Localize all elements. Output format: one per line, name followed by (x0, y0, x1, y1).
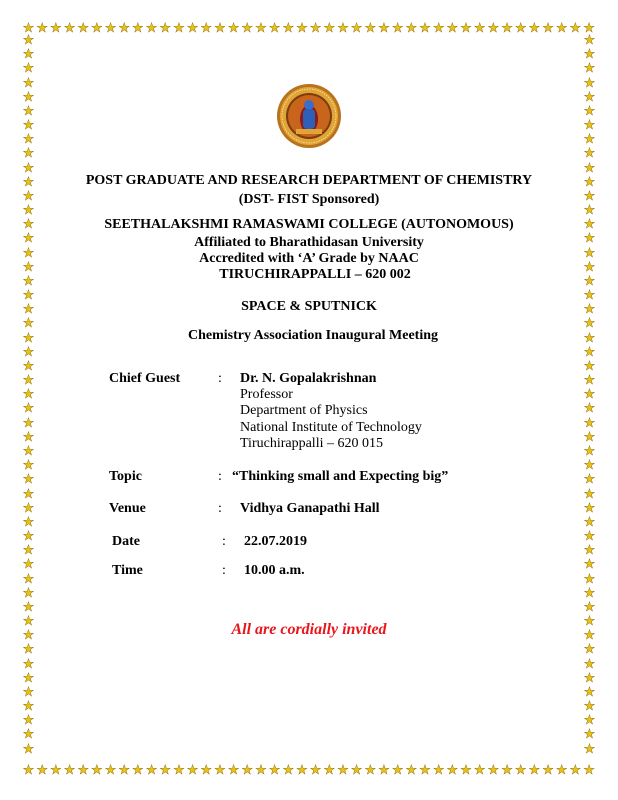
star-icon: ★ (22, 670, 35, 686)
star-icon: ★ (583, 401, 596, 417)
star-icon: ★ (241, 21, 254, 36)
star-icon: ★ (22, 514, 35, 530)
star-icon: ★ (569, 21, 582, 36)
star-icon: ★ (22, 628, 35, 644)
star-icon: ★ (296, 21, 308, 36)
star-icon: ★ (22, 316, 35, 332)
topic-colon: : (218, 469, 222, 484)
star-icon: ★ (22, 486, 35, 502)
star-icon: ★ (583, 231, 596, 247)
star-icon: ★ (583, 330, 596, 346)
accreditation-line: Accredited with ‘A’ Grade by NAAC (199, 251, 419, 266)
star-icon: ★ (186, 21, 199, 36)
star-icon: ★ (63, 21, 76, 36)
time-colon: : (222, 563, 226, 578)
star-icon: ★ (22, 47, 35, 63)
star-icon: ★ (337, 21, 349, 36)
star-icon: ★ (22, 429, 35, 445)
star-icon: ★ (583, 373, 596, 389)
star-icon: ★ (22, 642, 35, 658)
star-icon: ★ (419, 763, 431, 778)
star-icon: ★ (22, 203, 35, 219)
star-icon: ★ (583, 514, 596, 530)
star-icon: ★ (22, 259, 35, 275)
star-icon: ★ (583, 443, 596, 459)
star-icon: ★ (22, 529, 35, 545)
star-icon: ★ (22, 160, 35, 176)
star-icon: ★ (583, 118, 596, 134)
star-icon: ★ (132, 21, 144, 36)
star-icon: ★ (22, 75, 35, 91)
star-icon: ★ (22, 415, 35, 431)
star-icon: ★ (583, 699, 596, 715)
star-icon: ★ (173, 763, 185, 778)
star-icon: ★ (583, 146, 596, 162)
star-icon: ★ (22, 585, 35, 601)
star-icon: ★ (104, 763, 117, 778)
city-line: TIRUCHIRAPPALLI – 620 002 (219, 267, 411, 282)
star-icon: ★ (583, 585, 596, 601)
star-icon: ★ (569, 763, 582, 778)
star-icon: ★ (22, 741, 35, 757)
star-icon: ★ (22, 713, 35, 729)
star-icon: ★ (473, 763, 486, 778)
star-icon: ★ (583, 358, 596, 374)
star-icon: ★ (22, 302, 35, 318)
star-icon: ★ (22, 118, 35, 134)
star-icon: ★ (583, 203, 596, 219)
star-border-bottom (22, 764, 596, 777)
star-icon: ★ (255, 21, 267, 36)
star-icon: ★ (77, 21, 90, 36)
star-icon: ★ (22, 330, 35, 346)
college-name: SEETHALAKSHMI RAMASWAMI COLLEGE (AUTONOMOUS) (104, 217, 514, 232)
star-icon: ★ (159, 21, 172, 36)
star-icon: ★ (378, 763, 390, 778)
star-icon: ★ (419, 21, 431, 36)
star-icon: ★ (555, 21, 568, 36)
star-icon: ★ (555, 763, 568, 778)
star-icon: ★ (583, 741, 596, 757)
star-icon: ★ (446, 21, 459, 36)
chief-guest-department: Department of Physics (240, 403, 368, 418)
meeting-title: Chemistry Association Inaugural Meeting (187, 328, 439, 343)
star-icon: ★ (583, 33, 596, 48)
star-icon: ★ (378, 21, 390, 36)
star-icon: ★ (583, 89, 596, 105)
star-icon: ★ (241, 763, 254, 778)
star-icon: ★ (487, 763, 500, 778)
star-icon: ★ (583, 160, 596, 176)
event-name: SPACE & SPUTNICK (241, 299, 377, 314)
star-icon: ★ (50, 763, 62, 778)
star-icon: ★ (405, 21, 418, 36)
star-icon: ★ (22, 472, 35, 488)
star-icon: ★ (22, 443, 35, 459)
star-icon: ★ (255, 763, 267, 778)
star-icon: ★ (36, 21, 48, 36)
star-icon: ★ (22, 21, 35, 36)
star-icon: ★ (583, 486, 596, 502)
star-icon: ★ (227, 21, 240, 36)
time-value: 10.00 a.m. (244, 563, 305, 578)
star-icon: ★ (22, 61, 35, 77)
star-icon: ★ (583, 628, 596, 644)
star-icon: ★ (583, 273, 596, 289)
star-icon: ★ (227, 763, 240, 778)
star-icon: ★ (22, 500, 35, 516)
star-icon: ★ (583, 763, 595, 778)
star-icon: ★ (22, 699, 35, 715)
star-icon: ★ (501, 763, 513, 778)
star-icon: ★ (77, 763, 90, 778)
star-icon: ★ (309, 763, 322, 778)
star-icon: ★ (22, 656, 35, 672)
college-emblem-logo (276, 83, 342, 149)
star-icon: ★ (583, 47, 596, 63)
star-icon: ★ (22, 599, 35, 615)
star-icon: ★ (583, 415, 596, 431)
chief-guest-institute: National Institute of Technology (240, 420, 422, 435)
star-icon: ★ (22, 458, 35, 474)
star-icon: ★ (583, 670, 596, 686)
chief-guest-designation: Professor (240, 387, 293, 402)
star-icon: ★ (22, 89, 35, 105)
star-icon: ★ (583, 103, 596, 119)
star-icon: ★ (36, 763, 48, 778)
star-border-top (22, 22, 596, 35)
star-icon: ★ (583, 599, 596, 615)
chief-guest-address: Tiruchirappalli – 620 015 (240, 436, 383, 451)
star-icon: ★ (583, 684, 596, 700)
star-icon: ★ (22, 174, 35, 190)
star-icon: ★ (145, 763, 158, 778)
star-icon: ★ (583, 259, 596, 275)
affiliation-line: Affiliated to Bharathidasan University (194, 235, 424, 250)
star-icon: ★ (159, 763, 172, 778)
star-icon: ★ (583, 557, 596, 573)
star-icon: ★ (583, 21, 595, 36)
star-icon: ★ (22, 543, 35, 559)
venue-label: Venue (109, 501, 146, 516)
star-icon: ★ (118, 763, 131, 778)
star-icon: ★ (583, 500, 596, 516)
star-icon: ★ (63, 763, 76, 778)
star-icon: ★ (432, 21, 445, 36)
star-icon: ★ (22, 387, 35, 403)
star-icon: ★ (391, 763, 404, 778)
star-icon: ★ (446, 763, 459, 778)
star-icon: ★ (214, 21, 226, 36)
star-icon: ★ (583, 614, 596, 630)
department-title: POST GRADUATE AND RESEARCH DEPARTMENT OF CHEMISTRY (85, 173, 533, 188)
chief-guest-name: Dr. N. Gopalakrishnan (240, 371, 377, 386)
star-icon: ★ (583, 387, 596, 403)
star-icon: ★ (337, 763, 349, 778)
star-icon: ★ (583, 302, 596, 318)
topic-label: Topic (109, 469, 142, 484)
star-icon: ★ (542, 763, 554, 778)
star-icon: ★ (22, 684, 35, 700)
star-icon: ★ (309, 21, 322, 36)
star-icon: ★ (22, 557, 35, 573)
star-icon: ★ (186, 763, 199, 778)
star-icon: ★ (296, 763, 308, 778)
star-icon: ★ (268, 21, 281, 36)
star-icon: ★ (583, 316, 596, 332)
star-icon: ★ (583, 132, 596, 148)
star-icon: ★ (22, 614, 35, 630)
star-icon: ★ (487, 21, 500, 36)
star-icon: ★ (118, 21, 131, 36)
star-icon: ★ (22, 571, 35, 587)
star-icon: ★ (364, 21, 377, 36)
star-icon: ★ (460, 763, 472, 778)
star-border-right (583, 34, 596, 756)
star-icon: ★ (22, 344, 35, 360)
star-icon: ★ (583, 344, 596, 360)
star-icon: ★ (583, 429, 596, 445)
star-icon: ★ (583, 727, 596, 743)
chief-guest-colon: : (218, 371, 222, 386)
venue-value: Vidhya Ganapathi Hall (240, 501, 380, 516)
star-icon: ★ (22, 358, 35, 374)
star-icon: ★ (145, 21, 158, 36)
date-value: 22.07.2019 (244, 534, 307, 549)
invitation-text: All are cordially invited (231, 621, 387, 638)
star-icon: ★ (583, 245, 596, 261)
star-border-left (22, 34, 35, 756)
star-icon: ★ (542, 21, 554, 36)
star-icon: ★ (528, 21, 541, 36)
star-icon: ★ (91, 21, 103, 36)
star-icon: ★ (528, 763, 541, 778)
date-colon: : (222, 534, 226, 549)
star-icon: ★ (50, 21, 62, 36)
star-icon: ★ (22, 245, 35, 261)
star-icon: ★ (22, 33, 35, 48)
star-icon: ★ (583, 288, 596, 304)
star-icon: ★ (350, 763, 363, 778)
star-icon: ★ (583, 656, 596, 672)
star-icon: ★ (583, 174, 596, 190)
time-label: Time (112, 563, 143, 578)
star-icon: ★ (514, 763, 527, 778)
star-icon: ★ (583, 529, 596, 545)
star-icon: ★ (514, 21, 527, 36)
star-icon: ★ (22, 401, 35, 417)
star-icon: ★ (501, 21, 513, 36)
star-icon: ★ (583, 458, 596, 474)
star-icon: ★ (583, 188, 596, 204)
star-icon: ★ (22, 288, 35, 304)
venue-colon: : (218, 501, 222, 516)
star-icon: ★ (583, 217, 596, 233)
star-icon: ★ (104, 21, 117, 36)
star-icon: ★ (391, 21, 404, 36)
star-icon: ★ (268, 763, 281, 778)
star-icon: ★ (22, 273, 35, 289)
star-icon: ★ (460, 21, 472, 36)
star-icon: ★ (22, 217, 35, 233)
star-icon: ★ (22, 103, 35, 119)
star-icon: ★ (323, 21, 336, 36)
star-icon: ★ (22, 373, 35, 389)
star-icon: ★ (22, 146, 35, 162)
star-icon: ★ (91, 763, 103, 778)
star-icon: ★ (282, 21, 295, 36)
star-icon: ★ (22, 727, 35, 743)
star-icon: ★ (200, 21, 213, 36)
topic-value: “Thinking small and Expecting big” (232, 469, 449, 484)
star-icon: ★ (350, 21, 363, 36)
star-icon: ★ (405, 763, 418, 778)
star-icon: ★ (583, 642, 596, 658)
date-label: Date (112, 534, 140, 549)
star-icon: ★ (583, 713, 596, 729)
sponsor-line: (DST- FIST Sponsored) (238, 192, 380, 207)
star-icon: ★ (323, 763, 336, 778)
star-icon: ★ (432, 763, 445, 778)
star-icon: ★ (583, 61, 596, 77)
star-icon: ★ (583, 75, 596, 91)
star-icon: ★ (583, 543, 596, 559)
star-icon: ★ (473, 21, 486, 36)
star-icon: ★ (22, 132, 35, 148)
star-icon: ★ (200, 763, 213, 778)
star-icon: ★ (583, 571, 596, 587)
star-icon: ★ (214, 763, 226, 778)
star-icon: ★ (22, 188, 35, 204)
star-icon: ★ (282, 763, 295, 778)
star-icon: ★ (22, 763, 35, 778)
chief-guest-label: Chief Guest (109, 371, 181, 386)
star-icon: ★ (583, 472, 596, 488)
star-icon: ★ (22, 231, 35, 247)
star-icon: ★ (364, 763, 377, 778)
star-icon: ★ (132, 763, 144, 778)
star-icon: ★ (173, 21, 185, 36)
